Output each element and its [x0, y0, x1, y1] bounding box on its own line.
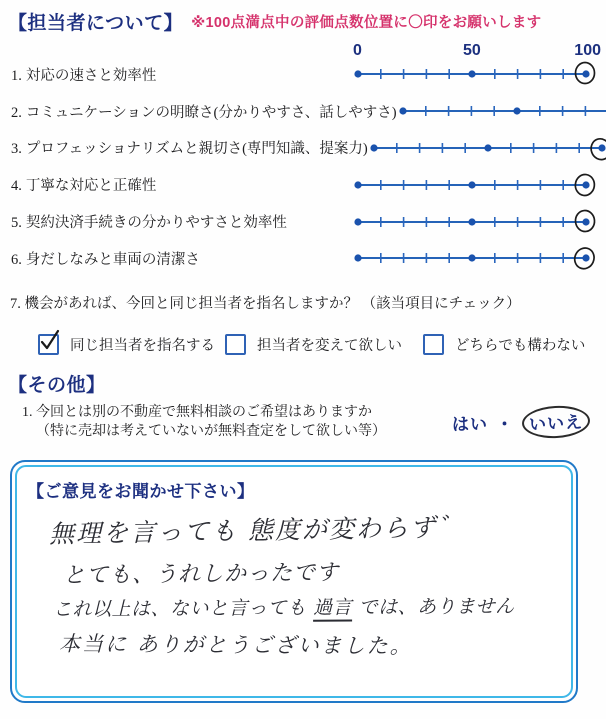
rating-question-label: [0, 137, 368, 158]
rating-question-text: コミュニケーションの明瞭さ(分かりやすさ、話しやすさ): [25, 104, 397, 121]
rating-question-text: 契約決済手続きの分かりやすさと効率性: [25, 215, 287, 232]
handwritten-check-icon: [39, 330, 63, 354]
comment-line3-after: では、ありません: [351, 595, 515, 619]
handwritten-comment-line4: 本当に ありがとうございました。: [58, 631, 413, 659]
question-7-number: 7.: [10, 296, 21, 312]
scale-label-0: 0: [353, 42, 362, 59]
rating-question-number: 2.: [11, 104, 22, 121]
scale-label-100: 100: [574, 42, 601, 59]
comment-box-inner: [15, 465, 573, 698]
rating-scale[interactable]: [368, 134, 606, 162]
question-7-options: [0, 334, 606, 360]
yes-option[interactable]: はい: [452, 414, 488, 434]
rating-row-1: [0, 56, 606, 93]
rating-row-4: [0, 166, 606, 203]
section-title: 【担当者について】: [8, 13, 184, 34]
separator-dot: ・: [496, 414, 514, 434]
rating-question-number: 4.: [11, 178, 22, 195]
rating-question-label: [0, 64, 352, 85]
other-question-line2: （特に売却は考えていないが無料査定をして欲しい等）: [36, 424, 386, 439]
handwritten-comment-line3: [53, 591, 515, 621]
rating-question-text: 丁寧な対応と正確性: [25, 178, 157, 195]
rating-row-5: [0, 203, 606, 240]
checkbox-option-same-agent[interactable]: [38, 334, 215, 355]
checkbox-label: 担当者を変えて欲しい: [257, 338, 402, 354]
rating-scale[interactable]: [352, 60, 592, 88]
rating-question-label: [0, 248, 352, 269]
checkbox-label: どちらでも構わない: [455, 338, 586, 354]
scale-label-50: 50: [463, 42, 481, 59]
rating-question-label: [0, 211, 352, 232]
question-7-text: 機会があれば、今回と同じ担当者を指名しますか？ （該当項目にチェック）: [24, 296, 521, 312]
rating-items-list: [0, 56, 606, 277]
rating-question-number: 3.: [11, 141, 22, 158]
section-title-other: 【その他】: [8, 375, 106, 396]
rating-scale[interactable]: [352, 208, 592, 236]
rating-question-label: [0, 174, 352, 195]
section-header-tantousha: [8, 8, 541, 35]
no-option-circled[interactable]: いいえ: [521, 404, 591, 440]
checkbox-label: 同じ担当者を指名する: [70, 338, 215, 354]
comment-box: [10, 460, 578, 703]
rating-question-number: 5.: [11, 215, 22, 232]
rating-question-number: 6.: [11, 251, 22, 268]
handwritten-comment-line2: とても、うれしかったです: [62, 560, 340, 589]
other-question-line1: 1. 今回とは別の不動産で無料相談のご希望はありますか: [22, 405, 372, 420]
rating-row-2: [0, 93, 606, 130]
checkbox-option-change-agent[interactable]: [225, 334, 402, 355]
comment-box-title: 【ご意見をお聞かせ下さい】: [27, 482, 255, 501]
comment-line3-underlined-word: 過言: [313, 597, 352, 622]
rating-question-text: 対応の速さと効率性: [25, 67, 157, 84]
rating-row-3: [0, 130, 606, 167]
rating-question-number: 1.: [11, 67, 22, 84]
rating-scale[interactable]: [352, 171, 592, 199]
handwritten-comment-line1: 無理を言っても 態度が変わらず゛: [48, 512, 465, 549]
rating-question-label: [0, 101, 397, 122]
rating-question-text: 身だしなみと車両の清潔さ: [25, 251, 200, 268]
checkbox[interactable]: [423, 334, 444, 355]
rating-scale[interactable]: [397, 97, 606, 125]
rating-question-text: プロフェッショナリズムと親切さ(専門知識、提案力): [25, 141, 368, 158]
checkbox-option-either-ok[interactable]: [423, 334, 585, 355]
yes-no-answer: [452, 406, 590, 438]
rating-scale[interactable]: [352, 244, 592, 272]
rating-instruction-note: ※100点満点中の評価点数位置に〇印をお願いします: [191, 15, 542, 31]
comment-line3-before: これ以上は、ないと言っても: [52, 596, 314, 621]
checkbox[interactable]: [225, 334, 246, 355]
rating-row-6: [0, 240, 606, 277]
checkbox[interactable]: [38, 334, 59, 355]
question-7: [10, 292, 521, 313]
